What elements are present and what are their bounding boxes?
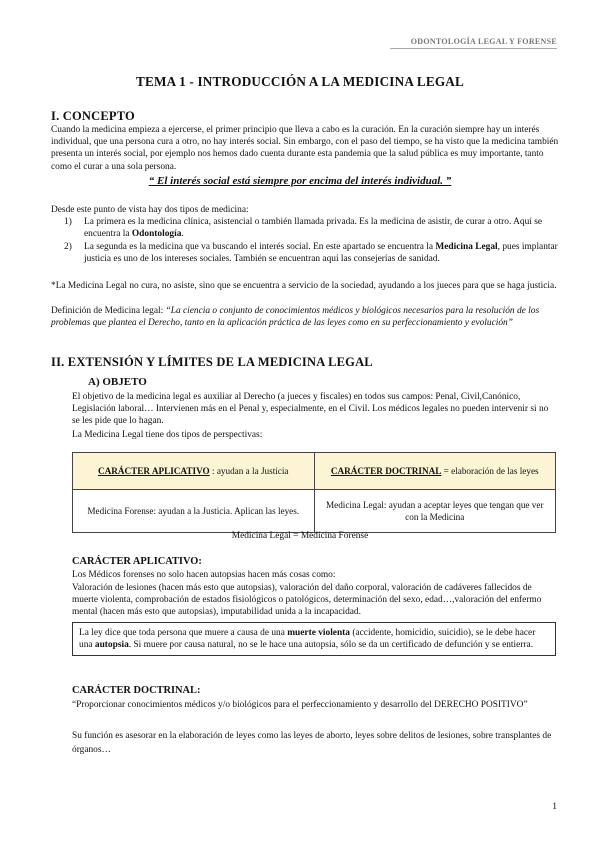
types-intro: Desde este punto de vista hay dos tipos de medicina: (51, 205, 249, 215)
list-item-legal (64, 241, 562, 265)
list-bold-term: Medicina Legal (435, 242, 498, 252)
section-heading-extension: II. EXTENSIÓN Y LÍMITES DE LA MEDICINA LEGAL (51, 355, 373, 369)
doctrinal-text: Su función es asesorar en la elaboración de leyes como las leyes de aborto, leyes sobre delitos de lesiones, sobre transplantes de órganos… (72, 731, 552, 755)
doctrinal-heading: CARÁCTER DOCTRINAL: (72, 685, 201, 696)
header-rule (390, 48, 557, 49)
page-number: 1 (552, 802, 557, 812)
table-cell-forense: Medicina Forense: ayudan a la Justicia. Aplican las leyes. (73, 490, 315, 533)
aplicativo-line2: Valoración de lesiones (hacen más esto que autopsias), valoración del daño corporal, valoración de cadáveres fallecidos de muerte violenta, comprobación de estados fisiológicos o patológicos, determinación del sexo, edad…,valoración del enfermo mental (hacen más esto que autopsias), imputabilidad unida a la incapacidad. (72, 583, 542, 618)
subheading-objeto: A) OBJETO (88, 376, 147, 388)
highlight-quote: “ El interés social está siempre por encima del interés individual. ” (148, 175, 452, 187)
definition-text: “La ciencia o conjunto de conocimientos médicos y biológicos necesarios para la resolución de los problemas que plantea el Derecho, tanto en la aplicación práctica de las leyes como en su perfeccionamiento y evolución” (51, 306, 540, 329)
doctrinal-quote: “Proporcionar conocimientos médicos y/o biológicos para el perfeccionamiento y desarrollo del DERECHO POSITIVO” (72, 700, 528, 710)
concept-paragraph: Cuando la medicina empieza a ejercerse, el primer principio que lleva a cabo es la curación. En la curación siempre hay un interés individual, que una persona cura a otro, no hay interés social. Sin embargo, con el paso del tiempo, se ha visto que la medicina también presenta un interés social, por ejemplo nos hemos dado cuenta durante esta pandemia que la salud pública es muy importante, tanto como el curar a una sola persona. (51, 125, 559, 172)
objective-paragraph: El objetivo de la medicina legal es auxiliar al Derecho (a jueces y fiscales) en todos sus campos: Penal, Civil,Canónico, Legislación laboral… Intervienen más en el Penal y, especialmente, en el Civil. Los médicos legales no pueden intervenir si no se les pide que lo hagan. (72, 392, 549, 427)
list-number: 2) (64, 242, 72, 252)
aplicativo-line1: Los Médicos forenses no solo hacen autopsias hacen más cosas como: (72, 570, 336, 580)
table-head-aplicativo: CARÁCTER APLICATIVO : ayudan a la Justicia (73, 453, 315, 490)
bold-muerte-violenta: muerte violenta (287, 628, 350, 638)
table-cell-legal: Medicina Legal: ayudan a aceptar leyes que tengan que ver con la Medicina (314, 490, 556, 533)
running-header: ODONTOLOGÍA LEGAL Y FORENSE (410, 37, 557, 46)
definition-label: Definición de Medicina legal: (51, 306, 164, 316)
table-header-row (73, 453, 556, 490)
bold-autopsia: autopsia (94, 640, 129, 651)
table-head-doctrinal: CARÁCTER DOCTRINAL = elaboración de las leyes (314, 453, 556, 490)
table-row (73, 490, 556, 533)
legal-medicine-note: *La Medicina Legal no cura, no asiste, sino que se encuentra a servicio de la sociedad, ayudando a los jueces para que se haga justicia. (51, 281, 557, 291)
section-heading-concepto: I. CONCEPTO (51, 109, 135, 123)
document-title: TEMA 1 - INTRODUCCIÓN A LA MEDICINA LEGAL (135, 74, 465, 89)
perspectives-intro: La Medicina Legal tiene dos tipos de perspectivas: (72, 430, 263, 440)
aplicativo-heading: CARÁCTER APLICATIVO: (72, 556, 202, 567)
perspectives-table (72, 452, 556, 533)
list-item-clinical: 1) La primera es la medicina clínica, asistencial o también llamada privada. Es la medicina de asistir, de curar a otro. Aquí se encuentra la Odontología. (64, 217, 543, 240)
definition-paragraph (51, 305, 562, 329)
list-text-rest: , pues implantar justicia es uno de los intereses sociales. También se encuentran aquí las consejerías de sanidad. (84, 242, 558, 265)
list-text: La primera es la medicina clínica, asistencial o también llamada privada. Es la medicina de asistir, de curar a otro. Aquí se encuentra la (84, 217, 543, 240)
list-text: La segunda es la medicina que va buscando el interés social. En este apartado se encuentra la (84, 242, 434, 252)
autopsy-callout-box: La ley dice que toda persona que muere a causa de una muerte violenta (accidente, homicidio, suicidio), se le debe hacer una autopsia. Si muere por causa natural, no se le hace una autopsia, sólo se da un certificado de defunción y se entierra. (72, 622, 556, 656)
list-number: 1) (64, 217, 72, 227)
list-bold-term: Odontología (131, 229, 182, 240)
equation-caption: Medicina Legal = Medicina Forense (231, 531, 369, 541)
